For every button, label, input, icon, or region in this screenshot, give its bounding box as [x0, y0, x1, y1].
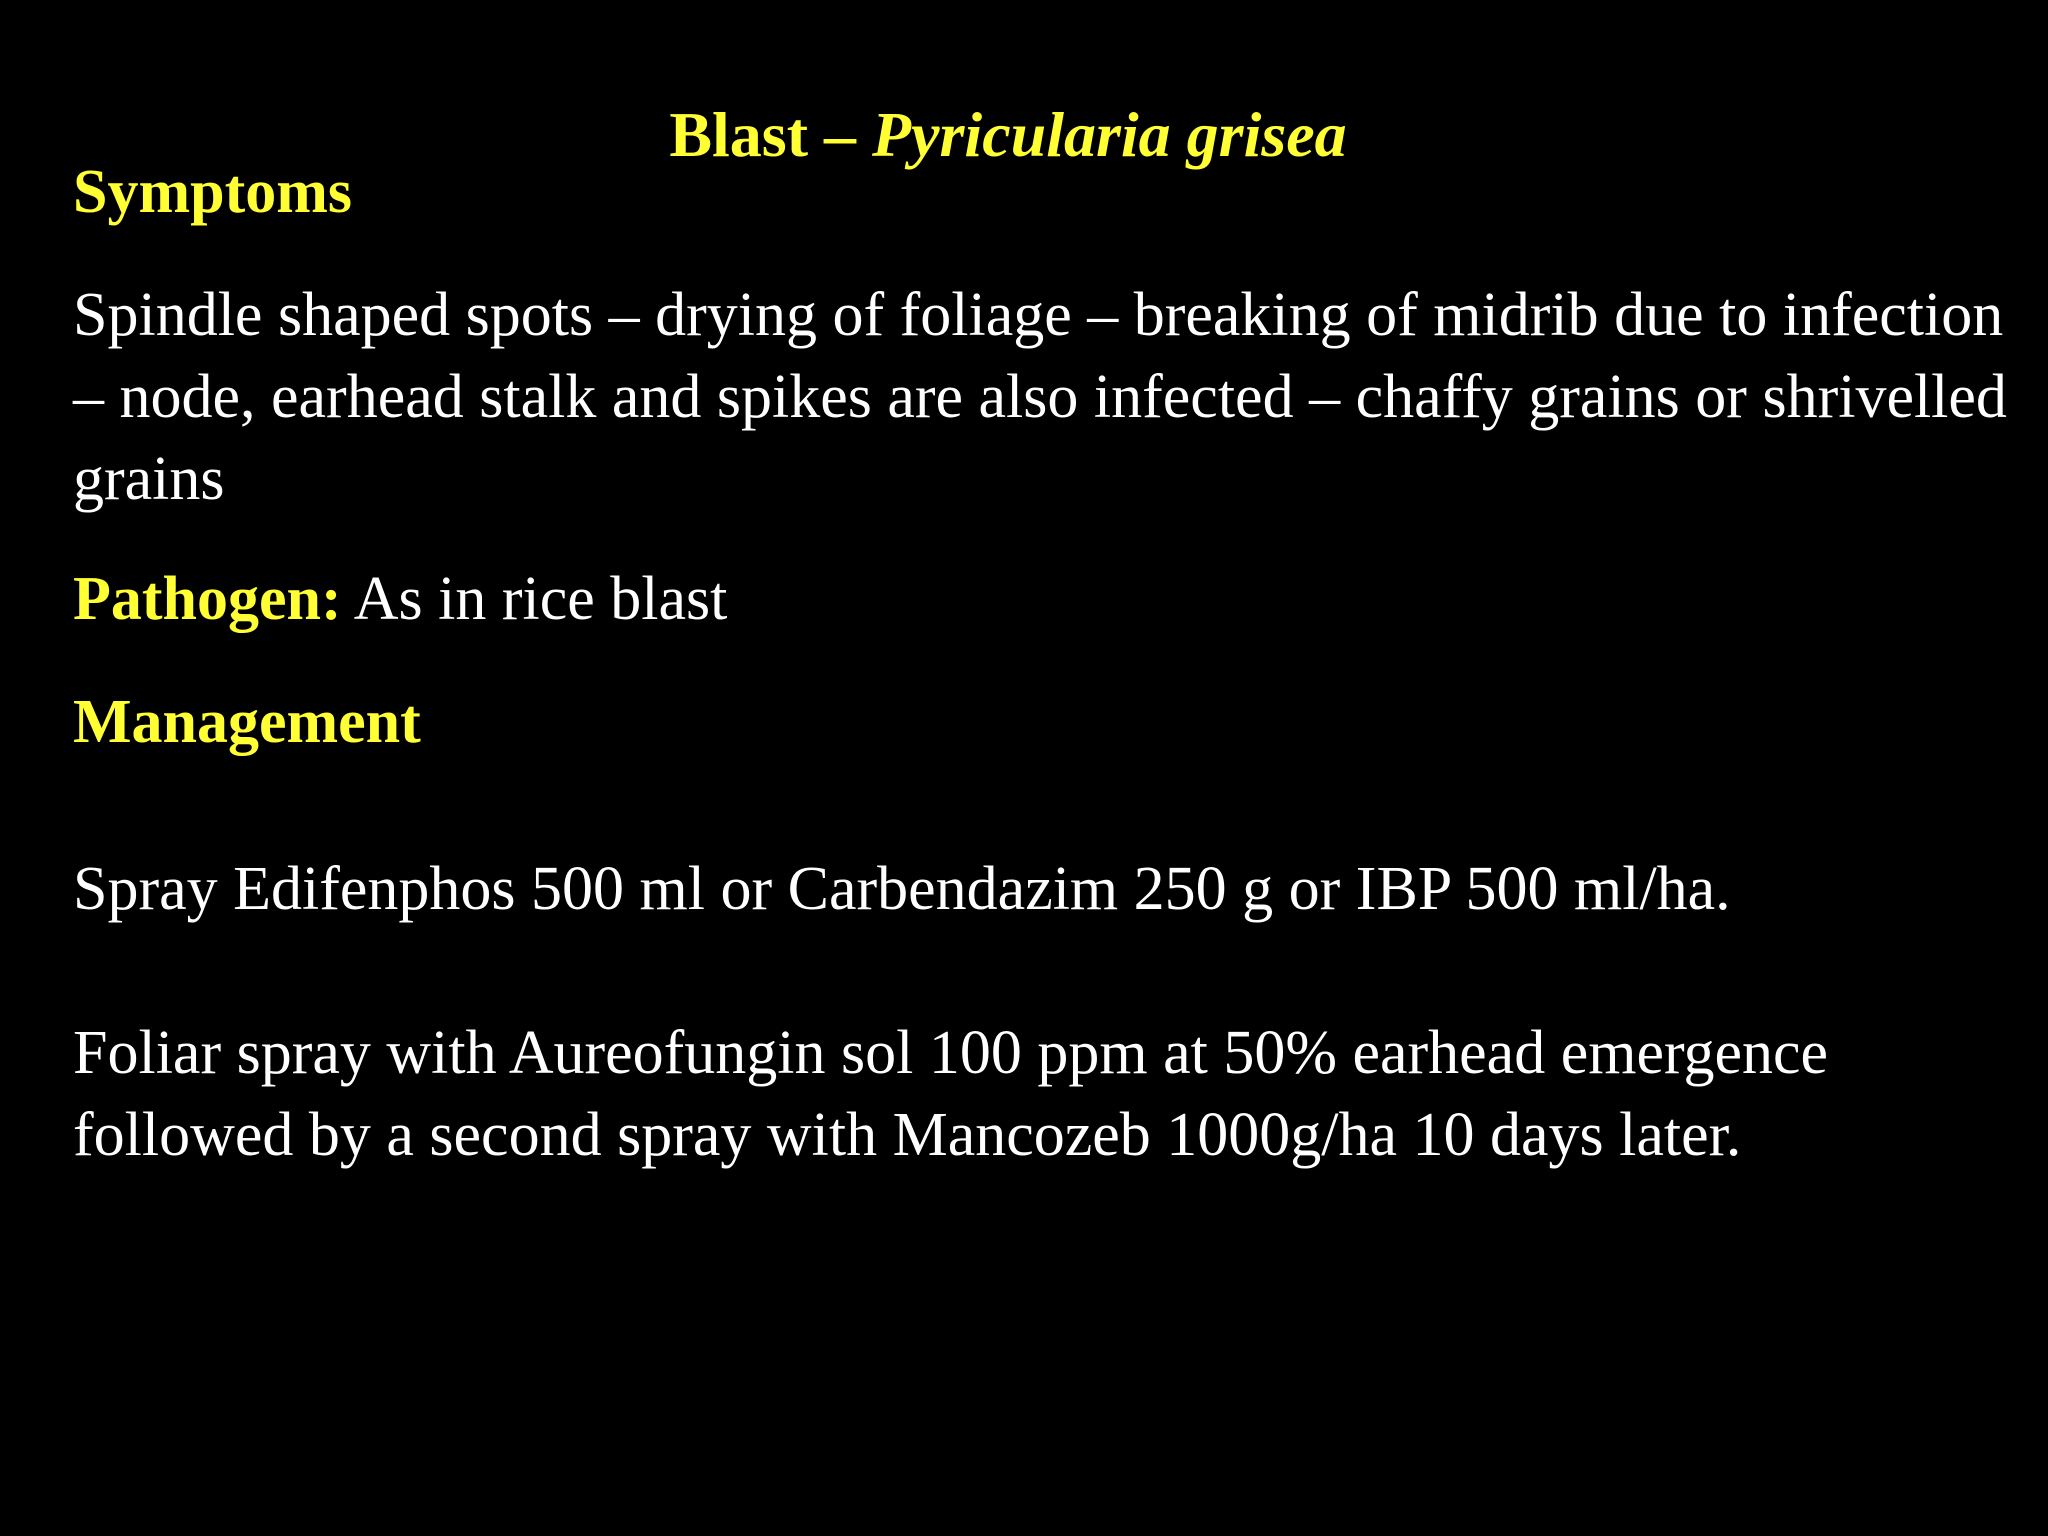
pathogen-text: As in rice blast — [341, 565, 728, 633]
management-spray-2: Foliar spray with Aureofungin sol 100 ppm at 50% earhead emergence followed by a second spray with Mancozeb 1000g/ha 10 days later. — [73, 1019, 1829, 1169]
pathogen-label: Pathogen: — [73, 565, 342, 633]
title-prefix: Blast – — [669, 99, 873, 170]
title-scientific-name: Pyricularia grisea — [872, 99, 1347, 170]
management-spray-1: Spray Edifenphos 500 ml or Carbendazim 250 g or IBP 500 ml/ha. — [73, 855, 1731, 923]
management-heading: Management — [73, 688, 421, 756]
symptoms-text: Spindle shaped spots – drying of foliage – breaking of midrib due to infection – node, earhead stalk and spikes are also infected – chaffy grains or shrivelled grains — [73, 281, 2007, 513]
pathogen-line — [73, 565, 727, 633]
symptoms-heading: Symptoms — [73, 158, 353, 226]
